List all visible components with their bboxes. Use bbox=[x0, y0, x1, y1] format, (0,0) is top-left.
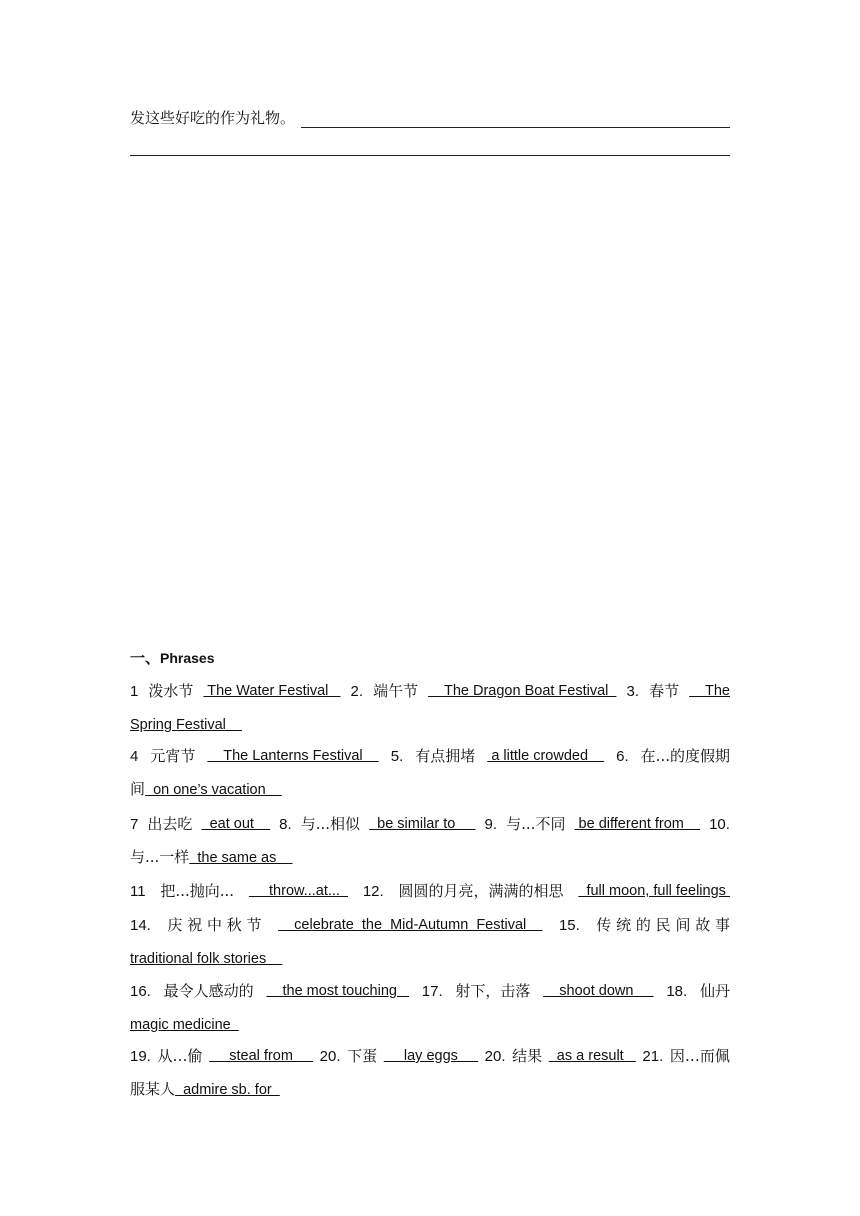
answer-phrase: throw...at... bbox=[248, 883, 348, 899]
item-number: 17. bbox=[421, 983, 443, 1000]
phrase-line bbox=[130, 773, 730, 806]
phrase-line bbox=[130, 875, 730, 908]
chinese-prompt: 与...相似 bbox=[300, 815, 361, 833]
answer-phrase: traditional folk stories bbox=[130, 951, 283, 967]
chinese-prompt: 春节 bbox=[649, 682, 680, 700]
chinese-prompt: 庆 祝 中 秋 节 bbox=[167, 916, 262, 934]
answer-phrase: be different from bbox=[574, 816, 700, 832]
answer-phrase: Spring Festival bbox=[130, 717, 243, 733]
answer-phrase: The Dragon Boat Festival bbox=[428, 683, 617, 699]
item-number: 14. bbox=[130, 917, 151, 934]
item-number: 11 bbox=[130, 883, 146, 900]
sentence-fragment: 发这些好吃的作为礼物。 bbox=[130, 109, 296, 127]
chinese-prompt: 与...一样 bbox=[130, 848, 190, 866]
item-number: 10. bbox=[709, 816, 730, 833]
answer-phrase: The Water Festival bbox=[203, 683, 341, 699]
item-number: 1 bbox=[130, 683, 139, 700]
answer-line-2[interactable] bbox=[130, 155, 730, 156]
chinese-prompt: 在...的度假期 bbox=[640, 747, 730, 765]
chinese-prompt: 传 统 的 民 间 故 事 bbox=[596, 916, 730, 934]
item-number: 7 bbox=[130, 816, 139, 833]
phrase-line bbox=[130, 708, 730, 741]
chinese-prompt: 从…偷 bbox=[157, 1047, 203, 1065]
item-number: 16. bbox=[130, 983, 151, 1000]
chinese-prompt: 间 bbox=[130, 780, 146, 798]
section-heading bbox=[130, 647, 215, 668]
chinese-prompt: 泼水节 bbox=[148, 682, 194, 700]
item-number: 9. bbox=[484, 816, 498, 833]
answer-phrase: shoot down bbox=[543, 983, 654, 999]
answer-phrase: the most touching bbox=[266, 983, 410, 999]
chinese-prompt: 下蛋 bbox=[347, 1047, 378, 1065]
answer-phrase: the same as bbox=[189, 850, 293, 866]
phrase-line bbox=[130, 740, 730, 773]
answer-phrase: as a result bbox=[548, 1048, 636, 1064]
item-number: 8. bbox=[279, 816, 292, 833]
answer-line-1 bbox=[130, 104, 730, 128]
phrase-line bbox=[130, 1073, 730, 1106]
item-number: 3. bbox=[626, 683, 640, 700]
answer-phrase: full moon, full feelings bbox=[578, 883, 730, 899]
answer-phrase: on one’s vacation bbox=[145, 782, 282, 798]
chinese-prompt: 出去吃 bbox=[147, 815, 193, 833]
section-title: Phrases bbox=[160, 650, 215, 666]
section-index: 一、 bbox=[130, 649, 161, 667]
chinese-prompt: 服某人 bbox=[130, 1080, 176, 1098]
chinese-prompt: 圆圆的月亮，满满的相思 bbox=[398, 882, 564, 900]
phrase-line bbox=[130, 1040, 730, 1073]
chinese-prompt: 把...抛向... bbox=[160, 882, 235, 900]
chinese-prompt: 因…而佩 bbox=[669, 1047, 730, 1065]
answer-phrase: celebrate the Mid-Autumn Festival bbox=[278, 917, 543, 933]
chinese-prompt: 最令人感动的 bbox=[163, 982, 254, 1000]
item-number: 4 bbox=[130, 748, 139, 765]
item-number: 20. bbox=[484, 1048, 506, 1065]
chinese-prompt: 有点拥堵 bbox=[415, 747, 476, 765]
chinese-prompt: 仙丹 bbox=[699, 982, 730, 1000]
phrase-line bbox=[130, 975, 730, 1008]
item-number: 18. bbox=[666, 983, 688, 1000]
chinese-prompt: 元宵节 bbox=[150, 747, 196, 765]
item-number: 5. bbox=[390, 748, 404, 765]
answer-phrase: be similar to bbox=[369, 816, 476, 832]
answer-phrase: steal from bbox=[209, 1048, 314, 1064]
chinese-prompt: 端午节 bbox=[373, 682, 419, 700]
phrase-line bbox=[130, 909, 730, 942]
answer-phrase: a little crowded bbox=[487, 748, 605, 764]
item-number: 2. bbox=[350, 683, 364, 700]
chinese-prompt: 射下，击落 bbox=[455, 982, 531, 1000]
item-number: 19. bbox=[130, 1048, 151, 1065]
phrase-line bbox=[130, 1008, 730, 1041]
phrase-line bbox=[130, 841, 730, 874]
item-number: 12. bbox=[362, 883, 384, 900]
answer-phrase: admire sb. for bbox=[175, 1082, 280, 1098]
item-number: 15. bbox=[558, 917, 580, 934]
answer-phrase: The Lanterns Festival bbox=[207, 748, 379, 764]
phrase-line bbox=[130, 675, 730, 708]
chinese-prompt: 结果 bbox=[512, 1047, 543, 1065]
answer-phrase: magic medicine bbox=[130, 1017, 239, 1033]
answer-blank[interactable] bbox=[301, 109, 730, 128]
phrase-line bbox=[130, 808, 730, 841]
item-number: 21. bbox=[642, 1048, 664, 1065]
answer-phrase: lay eggs bbox=[383, 1048, 479, 1064]
item-number: 6. bbox=[616, 748, 629, 765]
answer-phrase: The bbox=[689, 683, 730, 699]
phrase-line bbox=[130, 942, 730, 975]
item-number: 20. bbox=[319, 1048, 341, 1065]
chinese-prompt: 与...不同 bbox=[506, 815, 566, 833]
answer-phrase: eat out bbox=[201, 816, 271, 832]
